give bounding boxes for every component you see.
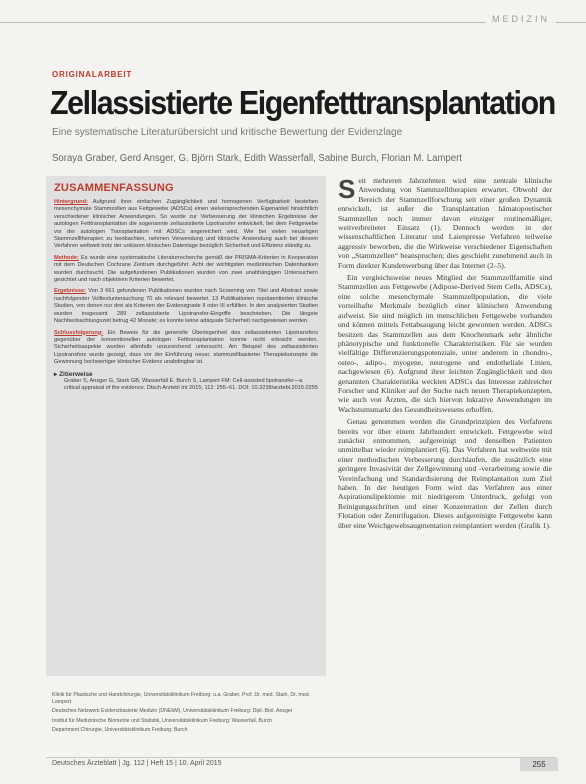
body-column — [338, 176, 552, 721]
abstract-heading: ZUSAMMENFASSUNG — [54, 182, 174, 194]
affiliation-footnotes — [52, 692, 324, 737]
drop-cap: S — [338, 176, 356, 204]
abstract-paragraph-results — [54, 288, 318, 325]
abstract-label: Ergebnisse: — [54, 288, 87, 295]
citation-block — [54, 371, 318, 393]
abstract-box — [46, 176, 326, 676]
abstract-text: Von 3 661 gefundenen Publikationen wurden nach Screening von Titel und Abstract sowie nachfolgender Volltextuntersuchung 70 als relevant bewertet. 13 Publikationen repräsentierten klinische Studien, von denen nur drei als Kriterien der Evidenzgrade II oder III erfüllten. In den analysierten Studien wurden insgesamt 289 zellassistierte Lipotransfer-Eingriffe beschrieben. Die längste Nachbeobachtungszeit betrug 42 Monate; es konnte keine adäquate Sicherheit nachgewiesen werden. — [54, 288, 318, 325]
affiliation-line: Institut für Medizinische Biometrie und Statistik, Universitätsklinikum Freiburg: Wasserfall, Burch — [52, 717, 273, 724]
page-number: 255 — [520, 758, 558, 771]
citation-text: Graber S, Ansger G, Stark GB, Wasserfall E, Burch S, Lampert FM: Cell-assisted lipotransfer—a critical appraisal of the evidence. Dtsch Arztebl Int 2015; 112: 255–61. DOI: 10.3238/arztebl.2015.0255 — [64, 377, 318, 392]
body-paragraph: Genau genommen werden die Grundprinzipien des Verfahrens bereits vor über einem Jahrhundert entwickelt. Fettgewebe wird zunächst entnommen, aufgereinigt und denselben Patienten unmittelbar wieder reimplantiert (6). Das Verfahren hat weltweite mit einer methodischen Verbesserung durchlaufen, die zusätzlich eine geringere Invasivität der Zellgewinnung und -verarbeitung sowie die Vereinfachung und Standardisierung der Reimplantation zum Ziel haben. In der heutigen Form wird das Verfahren aus einer Aspirationslipektomie mit niedrigerem Unterdruck, gefolgt von Reinigungsschritten und einer Konzentration der Zellen durch Flotation oder Zentrifugation. Dieses aufgereinigte Fettgewebe kann über eine Weichgewebsaugmentation reimplantiert werden (Grafik 1). — [338, 417, 552, 530]
article-title: Zellassistierte Eigenfetttransplantation — [50, 84, 555, 121]
affiliation-line: Deutsches Netzwerk Evidenzbasierte Medizin (DNEbM), Universitätsklinikum Freiburg: Dipl.-Biol. Ansger — [52, 708, 293, 715]
abstract-label: Schlussfolgerung: — [54, 329, 104, 336]
abstract-text: Es wurde eine systematische Literaturrecherche gemäß der PRISMA-Kriterien in Kooperation mit dem Deutschen Cochrane Zentrum durchgeführt. Acht der wichtigsten medizinischen Datenbanken wurden durchsucht. Die aufgefundenen Publikationen wurden von zwei unabhängigen Untersuchern gesichtet und nach objektiven Kriterien bewertet. — [54, 254, 318, 284]
section-tag: MEDIZIN — [486, 14, 556, 24]
abstract-text: Aufgrund ihrer einfachen Zugänglichkeit und homogenen Verfügbarkeit bestehen mesenchymale Stammzellen aus Fettgewebe (ADSCs) einen vielversprechenden Eigenanteil hinsichtlich verschiedener klinischer Anwendungen. So wurde zur Verbesserung der klinischen Ergebnisse der autologen Fetttransplantation die sogenannte zellassistierte Lipotransfer entwickelt, bei dem Fettgewebe vor der autologen Transplantation mit ADSCs angereichert wird. Wie bei vielen neuartigen Stammzelltherapien zu beobachten, nehmen Verwendung und klinische Anwendung auch bei diesem Verfahren weltweit trotz der unklaren klinischen Datenlage bezüglich Sicherheit und Effizienz ständig zu. — [54, 199, 318, 250]
article-subtitle: Eine systematische Literaturübersicht und kritische Bewertung der Evidenzlage — [52, 127, 403, 138]
citation-heading — [54, 371, 318, 378]
abstract-paragraph-conclusion — [54, 330, 318, 367]
footer-rule — [46, 757, 556, 758]
body-paragraph: Ein vergleichsweise neues Mitglied der Stammzellfamilie sind Stammzellen aus Fettgewebe (Adipose-Derived Stem Cells, ADSCs), eine solche mesenchymale Stammzellpopulation, die viele vorteilhafte Merkmale bezüglich einer klinischen Anwendung aufweist. Sie sind möglich im menschlichen Fettgewebe vorhanden und können mittels Fettabsaugung leicht gewonnen werden. ADSCs besitzen das Stammzellen aus dem Knochenmark sehr ähnliche phänotypische und funktionelle Charakteristiken. Für sie wurden vielfältige Differenzierungspotenziale, unter anderem in chondro-, osteo-, adipo-, myogene, neurogene und endotheliale Linien, nachgewiesen (6). Aufgrund ihrer leichten Zugänglichkeit und den genannten Charakteristika weckten ADSCs das Interesse zahlreicher Forscher und Kliniker auf der Suche nach neuen Therapiekonzepten, wie auch von Ärzten, die sich hiervon lukrative Anwendungen im Wachstumsmarkt des Gesundheitswesens erhoffen. — [338, 273, 552, 414]
arrow-icon: ▸ — [54, 370, 58, 378]
abstract-paragraph-method — [54, 255, 318, 285]
affiliation-line: Department Chirurgie, Universitätsklinikum Freiburg: Burch — [52, 727, 188, 734]
body-text: eit mehreren Jahrzehnten wird eine zentrale klinische Anwendung von Stammzelltherapien erwartet. Obwohl der Bereich der Stammzellforschung seit einer großen Dynamik entwickelt, ist außer die Transplantation hämatopoetischer Stammzellen noch immer davon einziger routinemäßiger, weitverbreiteter Einsatz (1). Dennoch werden in der wissenschaftlichen Literatur und Laienpresse Verfahren teilweise aggressiv beworben, die die Wirkweise verschiedener Eigenschaften von „Stammzellen“ beanspruchen; dies geschieht zunehmend auch in Form direkter Kundenwerbung über das Internet (2–5). — [338, 176, 552, 270]
author-list: Soraya Graber, Gerd Ansger, G. Björn Stark, Edith Wasserfall, Sabine Burch, Florian M. Lampert — [52, 153, 462, 164]
abstract-label: Methode: — [54, 254, 79, 261]
affiliation-line: Klinik für Plastische und Handchirurgie, Universitätsklinikum Freiburg: u.a. Graber, Prof. Dr. med. Stark, Dr. med. Lampert — [52, 692, 311, 705]
journal-footer: Deutsches Ärzteblatt | Jg. 112 | Heft 15 | 10. April 2015 — [52, 760, 222, 767]
body-paragraph — [338, 176, 552, 270]
abstract-paragraph-background — [54, 199, 318, 251]
citation-heading-label: Zitierweise — [59, 370, 93, 378]
article-type: ORIGINALARBEIT — [52, 70, 133, 79]
abstract-label: Hintergrund: — [54, 199, 88, 205]
abstract-text: Ein Beweis für die generelle Überlegenheit des zellassistierten Lipotransfers gegenüber der konventionellen autologen Fetttransplantation konnte nicht erbracht werden. Sicherheitsaspekte wurden allenfalls unzureichend untersucht. Am Beispiel des zellassistierten Lipotransfers wurde gezeigt, dass vor der Einführung neuer, stammzellbasierter Therapiekonzepte die Gewinnung hochwertiger klinischer Evidenz unabdingbar ist. — [54, 329, 318, 366]
